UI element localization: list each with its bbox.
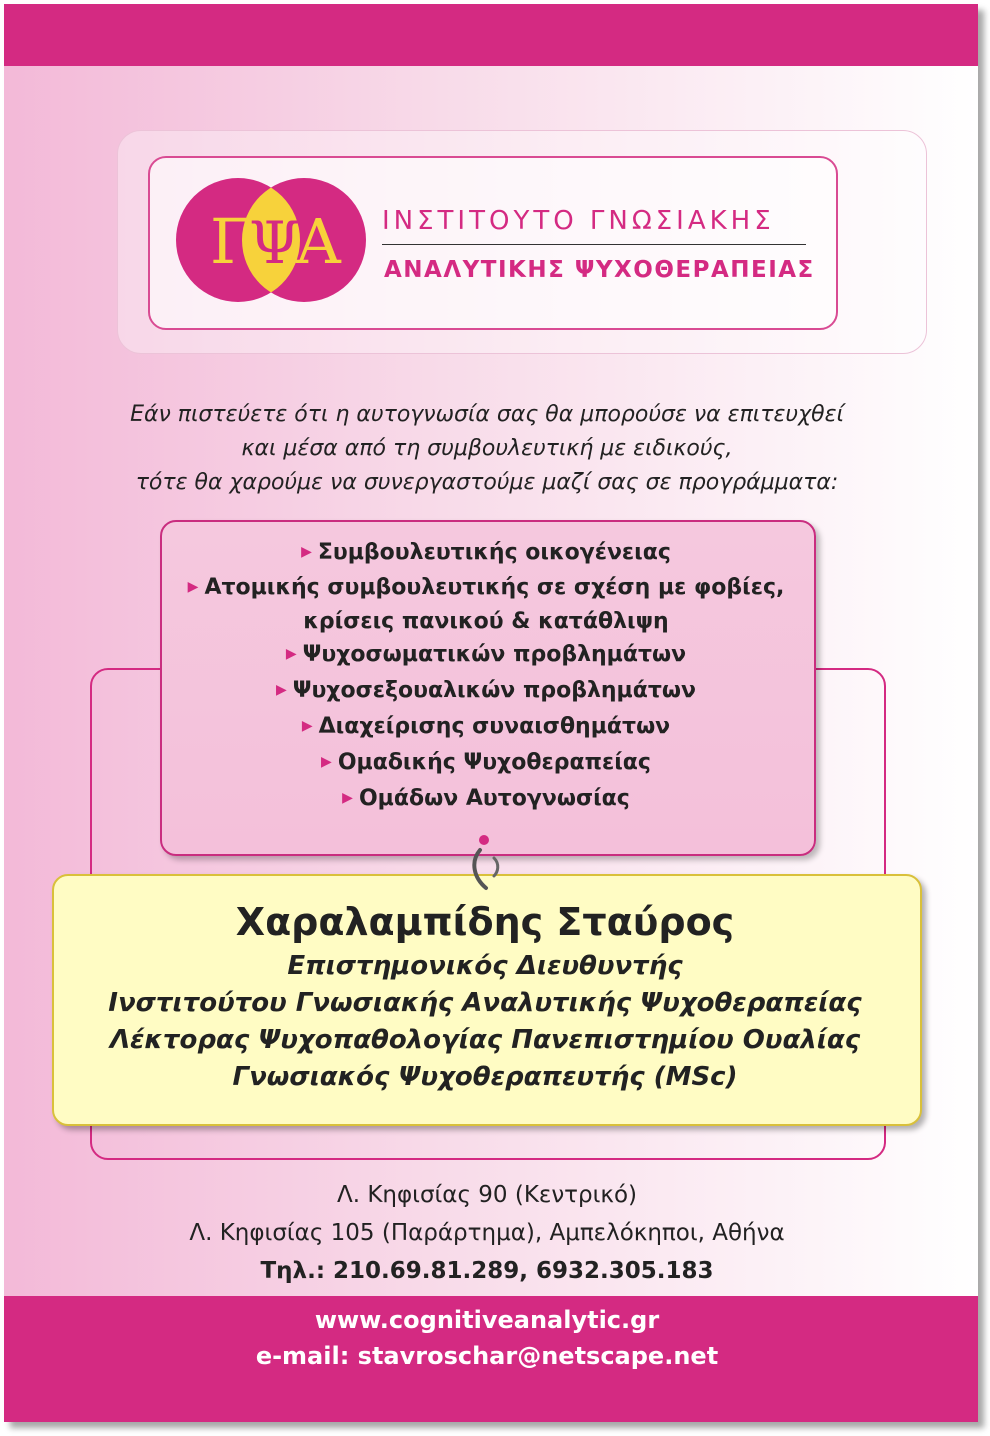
triangle-bullet-icon: ▶ xyxy=(342,790,353,806)
triangle-bullet-icon: ▶ xyxy=(301,544,312,560)
top-color-bar xyxy=(4,4,978,66)
address-line-main: Λ. Κηφισίας 90 (Κεντρικό) xyxy=(336,1182,638,1208)
program-item: ▶ Διαχείρισης συναισθημάτων xyxy=(301,714,671,739)
logo-letter-psi: Ψ xyxy=(249,209,300,277)
director-role: Ινστιτούτου Γνωσιακής Αναλυτικής Ψυχοθεραπείας xyxy=(108,988,862,1018)
director-info xyxy=(52,896,918,1096)
director-role: Λέκτορας Ψυχοπαθολογίας Πανεπιστημίου Ουαλίας xyxy=(109,1025,861,1055)
institute-logo-icon xyxy=(176,175,366,305)
contact-block xyxy=(0,1302,974,1374)
logo-letter-alpha: Α xyxy=(296,205,341,278)
programs-list xyxy=(160,536,812,818)
intro-line: και μέσα από τη συμβουλευτική με ειδικούς, xyxy=(241,436,733,461)
intro-line: Εάν πιστεύετε ότι η αυτογνωσία σας θα μπορούσε να επιτευχθεί xyxy=(130,402,844,427)
director-role: Γνωσιακός Ψυχοθεραπευτής (MSc) xyxy=(232,1062,738,1092)
email-link[interactable]: e-mail: stavroschar@netscape.net xyxy=(255,1342,719,1370)
program-item: ▶ Συμβουλευτικής οικογένειας xyxy=(301,540,671,565)
triangle-bullet-icon: ▶ xyxy=(187,579,199,595)
program-item: ▶ Ψυχοσεξουαλικών προβλημάτων xyxy=(275,678,697,703)
website-link[interactable]: www.cognitiveanalytic.gr xyxy=(314,1306,660,1334)
triangle-bullet-icon: ▶ xyxy=(321,754,332,770)
triangle-bullet-icon: ▶ xyxy=(301,718,313,734)
director-name: Χαραλαμπίδης Σταύρος xyxy=(235,900,735,944)
director-role: Επιστημονικός Διευθυντής xyxy=(287,951,683,981)
triangle-bullet-icon: ▶ xyxy=(275,682,287,698)
intro-text xyxy=(0,398,974,500)
address-line-branch: Λ. Κηφισίας 105 (Παράρτημα), Αμπελόκηποι, Αθήνα xyxy=(189,1220,785,1246)
connector-ring-icon xyxy=(466,832,506,896)
program-item: ▶ Ατομικής συμβουλευτικής σε σχέση με φοβίες, κρίσεις πανικού & κατάθλιψη xyxy=(187,575,785,634)
institute-name-line2: ΑΝΑΛΥΤΙΚΗΣ ΨΥΧΟΘΕΡΑΠΕΙΑΣ xyxy=(384,257,815,283)
phone-line: Τηλ.: 210.69.81.289, 6932.305.183 xyxy=(260,1258,714,1284)
program-item: ▶ Ψυχοσωματικών προβλημάτων xyxy=(285,642,687,667)
program-item: ▶ Ομάδων Αυτογνωσίας xyxy=(342,786,630,811)
program-item: ▶ Ομαδικής Ψυχοθεραπείας xyxy=(321,750,651,775)
intro-line: τότε θα χαρούμε να συνεργαστούμε μαζί σας σε προγράμματα: xyxy=(135,470,839,495)
institute-name-divider xyxy=(382,244,806,245)
logo-letter-gamma: Γ xyxy=(210,205,254,278)
triangle-bullet-icon: ▶ xyxy=(285,646,297,662)
institute-name-line1: ΙΝΣΤΙΤΟΥΤΟ ΓΝΩΣΙΑΚΗΣ xyxy=(382,206,775,236)
address-block xyxy=(0,1176,974,1290)
